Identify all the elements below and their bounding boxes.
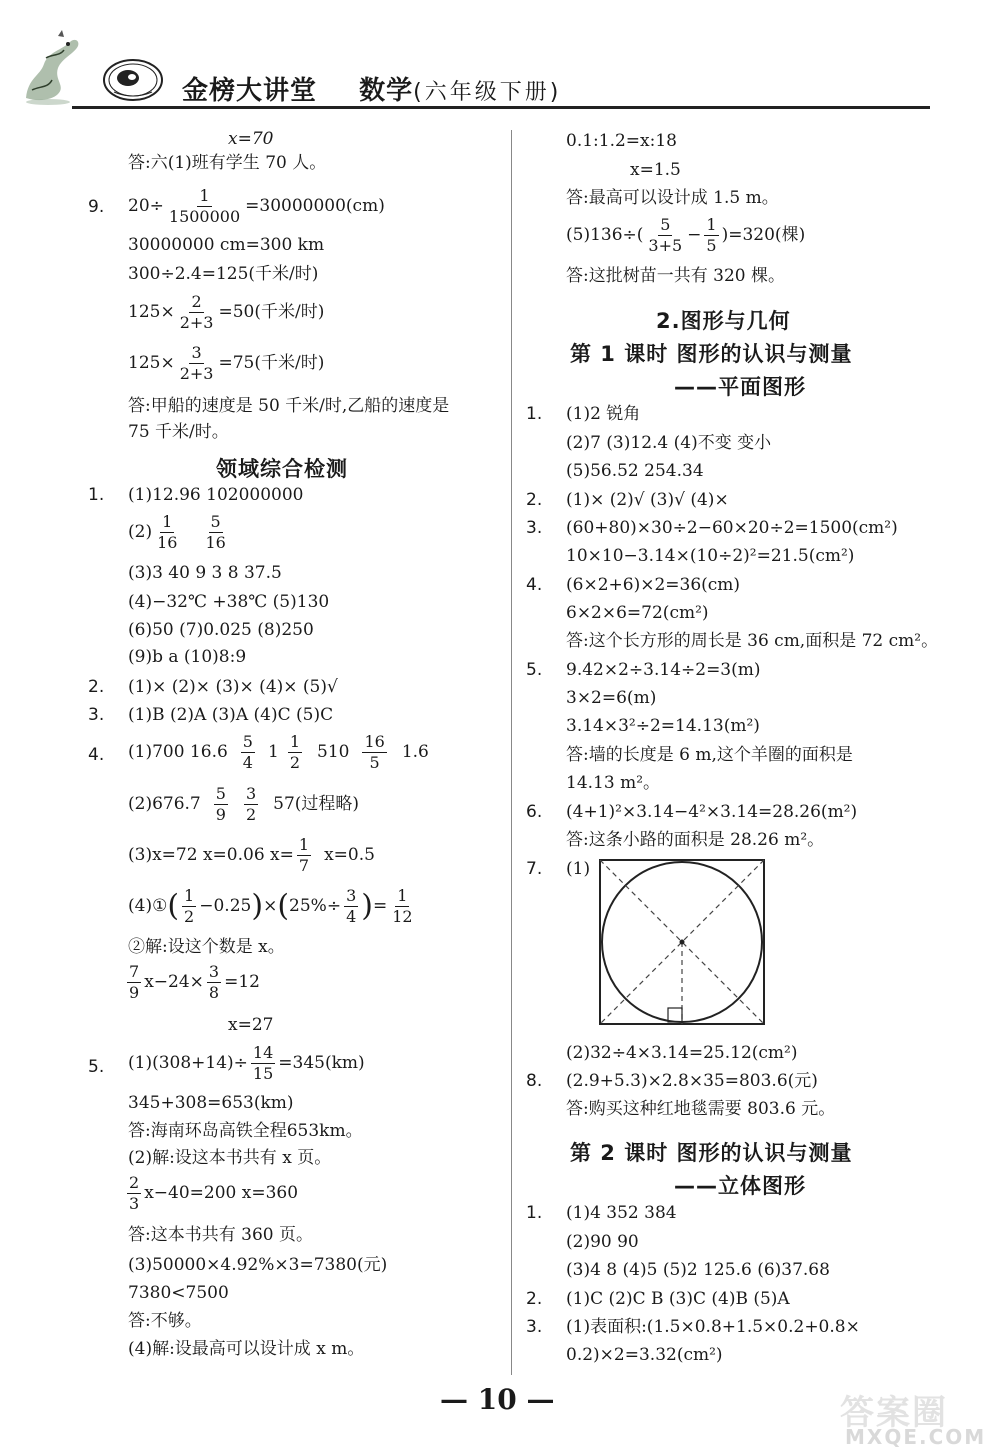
expr-text: = <box>372 896 388 916</box>
expr-text: =345(km) <box>278 1053 365 1073</box>
answer-line: 10×10−3.14×(10÷2)²=21.5(cm²) <box>566 546 855 566</box>
question-number: 2. <box>526 1289 543 1309</box>
dragon-logo-icon <box>18 28 88 106</box>
answer-line: (5)56.52 254.34 <box>566 461 704 481</box>
answer-line: (60+80)×30÷2−60×20÷2=1500(cm²) <box>566 518 898 538</box>
fraction: $\frac{5}{3+5}$ <box>648 215 683 255</box>
answer-line: 答:这批树苗一共有 320 棵。 <box>566 266 785 286</box>
answer-line: 答:这本书共有 360 页。 <box>128 1225 313 1245</box>
expr-text: 25%÷ <box>289 896 342 916</box>
fraction: $\frac{1}{1500000}$ <box>168 186 241 226</box>
fraction: $\frac{7}{9}$ <box>129 962 140 1002</box>
answer-line: (2.9+5.3)×2.8×35=803.6(元) <box>566 1071 818 1091</box>
answer-line: 0.1:1.2=x:18 <box>566 131 677 151</box>
answer-line: (2)7 (3)12.4 (4)不变 变小 <box>566 433 772 453</box>
answer-line: x=1.5 <box>630 160 681 180</box>
answer-line: (1)C (2)C B (3)C (4)B (5)A <box>566 1289 790 1309</box>
question-number: 6. <box>526 802 543 822</box>
expr-text: (4)① <box>128 896 168 916</box>
expr-text: − <box>687 225 702 245</box>
formula-line <box>128 835 375 876</box>
answer-line: (3)4 8 (4)5 (5)2 125.6 (6)37.68 <box>566 1260 830 1280</box>
answer-line: 30000000 cm=300 km <box>128 235 325 255</box>
answer-line: (3)50000×4.92%×3=7380(元) <box>128 1255 388 1275</box>
expr-text: x=0.5 <box>324 845 375 865</box>
fraction: $\frac{3}{2}$ <box>245 784 257 824</box>
fraction: $\frac{1}{12}$ <box>392 886 413 926</box>
answer-line: (2)90 90 <box>566 1232 639 1252</box>
expr-text: (1)(308+14)÷ <box>128 1053 248 1073</box>
formula-line <box>128 343 324 384</box>
expr-text: −0.25 <box>199 896 252 916</box>
question-number: 1. <box>88 485 105 505</box>
round-seal-icon <box>102 58 164 102</box>
fraction: $\frac{1}{5}$ <box>706 215 717 255</box>
formula-line: (4)①( $\frac{1}{2}$ −0.25)×(25%÷ $\frac{3}{4}$ )= $\frac{1}{12}$ <box>128 886 413 926</box>
expr-text: (1)700 16.6 <box>128 742 228 762</box>
question-number: 1. <box>526 1203 543 1223</box>
expr-text: x−40=200 x=360 <box>144 1183 299 1203</box>
expr-text: (3)x=72 x=0.06 x= <box>128 845 294 865</box>
question-number: 5. <box>88 1057 105 1077</box>
expr-text: 1 <box>267 742 279 762</box>
answer-line: 答:这个长方形的周长是 36 cm,面积是 72 cm²。 <box>566 631 939 651</box>
expr-text: 20÷ <box>128 196 164 216</box>
expr-text: (2) <box>128 522 153 542</box>
answer-line: (1) <box>566 859 591 879</box>
answer-line: 3.14×3²÷2=14.13(m²) <box>566 716 760 736</box>
answer-line: x=27 <box>228 1015 274 1035</box>
fraction: $\frac{3}{2+3}$ <box>179 343 214 383</box>
expr-text: =50(千米/时) <box>218 302 325 322</box>
answer-line: 答:六(1)班有学生 70 人。 <box>128 153 327 173</box>
watermark: 答案圈 <box>840 1393 948 1433</box>
answer-line: (4)解:设最高可以设计成 x m。 <box>128 1339 365 1359</box>
formula-line <box>128 186 385 227</box>
answer-line: 答:这条小路的面积是 28.26 m²。 <box>566 830 825 850</box>
formula-line <box>128 512 231 553</box>
fraction: $\frac{1}{7}$ <box>298 835 310 875</box>
expr-text: =75(千米/时) <box>218 353 325 373</box>
grade-label: (六年级下册) <box>413 80 562 105</box>
question-number: 7. <box>526 859 543 879</box>
question-number: 5. <box>526 660 543 680</box>
answer-line: (1)表面积:(1.5×0.8+1.5×0.2+0.8× <box>566 1317 860 1337</box>
answer-line: (6×2+6)×2=36(cm) <box>566 575 741 595</box>
section-heading: 领域综合检测 <box>216 457 348 481</box>
answer-line: 答:海南环岛高铁全程653km。 <box>128 1121 363 1141</box>
formula-line <box>128 784 359 825</box>
answer-line: 75 千米/时。 <box>128 422 229 442</box>
formula-line <box>566 215 805 256</box>
page-header <box>0 0 1000 110</box>
answer-line: (2)32÷4×3.14=25.12(cm²) <box>566 1043 798 1063</box>
lesson-heading: 第 2 课时 图形的认识与测量 <box>570 1141 853 1165</box>
question-number: 9. <box>88 197 105 217</box>
watermark-url: MXQE.COM <box>845 1425 987 1449</box>
answer-line: 9.42×2÷3.14÷2=3(m) <box>566 660 761 680</box>
answer-line: 345+308=653(km) <box>128 1093 294 1113</box>
fraction: $\frac{3}{4}$ <box>346 886 357 926</box>
answer-line: 0.2)×2=3.32(cm²) <box>566 1345 723 1365</box>
formula-line <box>128 732 429 773</box>
answer-line: (6)50 (7)0.025 (8)250 <box>128 620 314 640</box>
question-number: 3. <box>526 518 543 538</box>
lesson-subheading: ——平面图形 <box>674 375 806 399</box>
circle-in-square-diagram <box>598 858 768 1030</box>
expr-text: (2)676.7 <box>128 794 201 814</box>
page-title <box>182 70 561 107</box>
expr-text: 125× <box>128 353 175 373</box>
answer-line: (1)12.96 102000000 <box>128 485 304 505</box>
question-number: 4. <box>88 745 105 765</box>
answer-line: 答:购买这种红地毯需要 803.6 元。 <box>566 1099 836 1119</box>
brand-name: 金榜大讲堂 <box>182 76 318 106</box>
fraction: $\frac{1}{2}$ <box>289 732 300 772</box>
lesson-subheading: ——立体图形 <box>674 1174 806 1198</box>
formula-line <box>124 962 260 1003</box>
fraction: $\frac{1}{2}$ <box>184 886 195 926</box>
expr-text: =30000000(cm) <box>245 196 385 216</box>
answer-line: 7380<7500 <box>128 1283 229 1303</box>
answer-line: (1)2 锐角 <box>566 404 641 424</box>
expr-text: 1.6 <box>401 742 429 762</box>
fraction: $\frac{14}{15}$ <box>252 1043 274 1083</box>
question-number: 1. <box>526 404 543 424</box>
answer-line: 3×2=6(m) <box>566 688 657 708</box>
fraction: $\frac{2}{2+3}$ <box>179 292 214 332</box>
expr-text: × <box>263 896 278 916</box>
page-number: — 10 — <box>440 1383 555 1416</box>
column-divider <box>511 130 512 1375</box>
answer-line: (4)−32℃ +38℃ (5)130 <box>128 592 330 612</box>
fraction: $\frac{5}{9}$ <box>215 784 226 824</box>
expr-text: )=320(棵) <box>721 225 806 245</box>
answer-line: x=70 <box>228 129 274 149</box>
expr-text: 510 <box>317 742 350 762</box>
fraction: $\frac{16}{5}$ <box>364 732 385 772</box>
answer-line: (4+1)²×3.14−4²×3.14=28.26(m²) <box>566 802 858 822</box>
expr-text: 125× <box>128 302 175 322</box>
answer-line: 14.13 m²。 <box>566 773 661 793</box>
question-number: 3. <box>526 1317 543 1337</box>
answer-line: (1)B (2)A (3)A (4)C (5)C <box>128 705 334 725</box>
formula-line <box>128 1043 365 1084</box>
answer-line: 答:甲船的速度是 50 千米/时,乙船的速度是 <box>128 396 450 416</box>
fraction: $\frac{5}{16}$ <box>205 512 226 552</box>
expr-text: 57(过程略) <box>273 794 360 814</box>
answer-line: 300÷2.4=125(千米/时) <box>128 264 319 284</box>
question-number: 4. <box>526 575 543 595</box>
question-number: 2. <box>88 677 105 697</box>
question-number: 8. <box>526 1071 543 1091</box>
fraction: $\frac{1}{16}$ <box>157 512 178 552</box>
answer-line: 6×2×6=72(cm²) <box>566 603 709 623</box>
section-heading: 2.图形与几何 <box>656 309 791 333</box>
question-number: 3. <box>88 705 105 725</box>
answer-line: (1)× (2)× (3)× (4)× (5)√ <box>128 677 338 697</box>
answer-line: 答:不够。 <box>128 1311 202 1331</box>
fraction: $\frac{3}{8}$ <box>208 962 220 1002</box>
formula-line <box>124 1173 298 1214</box>
formula-line <box>128 292 324 333</box>
fraction: $\frac{2}{3}$ <box>129 1173 140 1213</box>
header-rule <box>72 106 930 109</box>
expr-text: =12 <box>224 972 260 992</box>
question-number: 2. <box>526 490 543 510</box>
expr-text: x−24× <box>144 972 204 992</box>
answer-line: (1)4 352 384 <box>566 1203 677 1223</box>
answer-line: 答:墙的长度是 6 m,这个羊圈的面积是 <box>566 745 853 765</box>
expr-text: (5)136÷( <box>566 225 644 245</box>
answer-line: (1)× (2)√ (3)√ (4)× <box>566 490 729 510</box>
answer-line: (2)解:设这本书共有 x 页。 <box>128 1148 332 1168</box>
fraction: $\frac{5}{4}$ <box>242 732 253 772</box>
answer-line: (9)b a (10)8:9 <box>128 647 247 667</box>
subject-name: 数学 <box>359 76 414 106</box>
lesson-heading: 第 1 课时 图形的认识与测量 <box>570 342 853 366</box>
answer-line: ②解:设这个数是 x。 <box>128 937 285 957</box>
answer-line: 答:最高可以设计成 1.5 m。 <box>566 188 779 208</box>
answer-line: (3)3 40 9 3 8 37.5 <box>128 563 282 583</box>
